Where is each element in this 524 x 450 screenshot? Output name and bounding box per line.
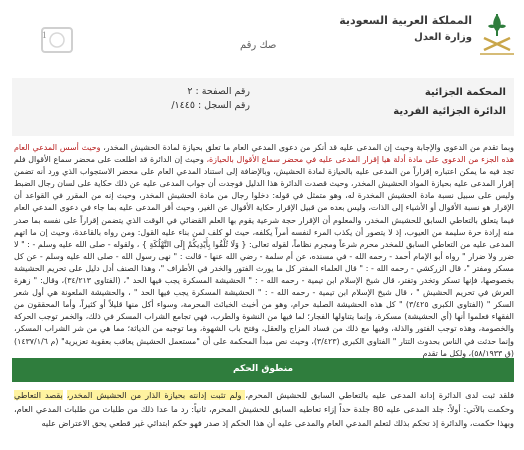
reasoning-line: لمادة الحشيش، وبالإضافة إلى استناد المدعي العام على محضر الاستجواب الذي ورد أنه تضمن إقرار المدعى عليه بحيازة المواد الحشيش المخدر، وحيث قصدت الدائرة هذا الدليل xyxy=(14,167,514,189)
document-header xyxy=(0,0,524,72)
verdict-line: بالتعاطي السابق للحشيش المحرم، xyxy=(245,390,369,400)
verdict-heading: منطوق الحكم xyxy=(232,364,294,374)
reasoning-line: أدل دليل على تحريم الحشيشة بخصوصها، فإنها تسكر وتخدر وتفتر، قال شيخ الإسلام ابن تيمية - رحمه الله - : " الحشيشة المسكرة يجب فيها الحد "، (الفتاوى ٣٤/٢١٣)، وقال: " زهرة xyxy=(14,263,514,286)
verdict-line: العام، وبهذا حكمت، والدائرة إذ تحكم بذلك لتعلم المدعي العام والمدعى عليه أن هذا الحكم إذ صدر فهو حكم ابتدائي غير قطعي يحق الاعتراض عليه xyxy=(14,404,514,428)
reasoning-line: فيما يتعلق بالتعاطي السابق للحشيش المخدر، والمعلوم أن الإقرار حجة شرعية يقوم بها العلم القضائي في الوقت الذي يتضمن إقراراً على نفسه بما صدر منه إرادة حرة سليمة من العيوب، إذ لا يتصور أن xyxy=(14,215,515,237)
ministry-name: وزارة العدل xyxy=(414,32,472,43)
court-name: المحكمة الجزائية xyxy=(424,87,506,98)
hadith-citation: عنها - قالت : " نهى رسول الله - صلى الله عليه وسلم - عن كل مسكر ومفتر "، قال الزركشي - رحمه الله - : " قال العلماء المفتر كل ما يورث الفتور والخدر في الأطراف "، وهذا الصنف xyxy=(14,251,515,273)
faded-logo-watermark xyxy=(12,18,104,62)
verdict-paragraph xyxy=(14,388,514,430)
kingdom-name: المملكة العربية السعودية xyxy=(339,14,472,27)
reasoning-line: أن "مستعمل الحشيش يعاقب بعقوبة تعزيرية" (م ١٤٣٧/١/٦) (ق ٥٨/١٩٣٣)، ولكل ما تقدم xyxy=(14,336,514,358)
reasoning-paragraph xyxy=(14,142,514,360)
quran-citation: تعالى: { وَلَا تُلْقُوا بِأَيْدِيكُمْ إِلَى التَّهْلُكَةِ } ، ولقوله - صلى الله عليه وسلم - : " لا ضرر ولا ضرار " رواه أبو الإمام أحمد - رحمه الله - في مسنده، عن أم سلمة - رضي الله xyxy=(14,239,514,261)
instrument-number-label: صك رقم xyxy=(240,40,277,51)
highlighted-verdict: ولم تثبت إدانته بحيازة الذار من الحشيش المخدر، xyxy=(66,390,246,400)
circuit-name: الدائرة الجزائية الفردية xyxy=(393,106,506,117)
reasoning-line: العرش في تحريم الحشيش " ، قال شيخ الإسلام ابن تيمية - رحمه الله - : " الحشيشة المسكرة يجب فيها الحد " ، والحشيشة الملعونة هي أول شعر السكر " (الفتاوى الكبرى xyxy=(14,288,514,310)
highlighted-reasoning: وحيث أسس المدعي العام هذه الجزء من الدعوى على xyxy=(14,143,514,165)
verdict-line: فلقد ثبت لدى الدائرة إدانة المدعى عليه xyxy=(372,390,515,400)
reasoning-line: والعقل، وفتح باب الشهوة، وما توجبه من الدياثة؛ مما هي من شر الشراب المسكر، وإنما حدثت في الناس بحدوث التتار " الفتاوى الكبرى (٣/٤٢٣)، وحيث نص مبدأ المحكمة على xyxy=(14,324,514,346)
reasoning-line: وبما تقدم من الدعوى والإجابة وحيث إن المدعى عليه قد أنكر من دعوى المدعي العام ما تعلق بحيازة لمادة الحشيش المخدر، xyxy=(103,143,514,152)
reasoning-line: وحيث إن الدائرة قد اطلعت على محضر سماع الأقوال فلم تجد فيه ما يمكن اعتباره إقراراً من المدعى عليه بالحيازة xyxy=(14,155,514,177)
reasoning-line: يكذب المرء لنفسه أمراً يكلفه، حيث لو كلف لمن بناء عليه القول: ومن رواه بالقاعدة، وحيث إن ما اتهم المدعى عليه من التعاطي السابق للمخدر محرم شرعاً ومجرم نظاماً، لقوله xyxy=(14,227,514,249)
highlighted-verdict: بقصد التعاطي xyxy=(14,390,63,400)
verdict-line: وحكمت بالآتي: أولاً: جلد المدعى عليه 80 جلدة حداً إزاء تعاطيه السابق للحشيش المحرم، ثانياً: رد ما عدا ذلك من طلبات من طلبات المدعي xyxy=(35,404,515,414)
register-number: رقم السجل : ١٤٤٥/ xyxy=(171,100,250,111)
reasoning-line: ٣/٤٢٥) " كل هذه الحشيشة الصلبة حرام، وهو من أخبث الخبائث المحرمة، وسواء أكل منها قليلاً أو كثيراً، وأما المحققون من الفقهاء فعلموا أنها (أي الحشيشة) مسكرة، وإنما xyxy=(14,300,514,322)
saudi-emblem-icon xyxy=(476,10,518,58)
logo-number: 1 xyxy=(42,30,47,40)
reasoning-line: فوجدت أن جواب المدعى عليه عن ذلك حكاية على لسان رجال الضبط وليس على سبيل نسبة مادة الحشيش المخدرة له، وهو متمثل في قوله: دخلوا رجال من مادة الحشيش المخدر، وحيث xyxy=(14,179,515,201)
reasoning-line: إنه من المقرر في القواعد أن الإقرار هو نسبة الأقوال أو الأشياء إلى الذات، وليس بعده من قبيل الإقرار حكاية الأقوال عن الغير، وحيث أقر المدعى عليه بما جاء في دعوى المدعي العام xyxy=(14,191,514,213)
verdict-text xyxy=(14,388,514,448)
highlighted-reasoning: مادة أدلة هيا إقرار المدعى عليه في محضر سماع الأقوال بالحيازة، xyxy=(206,155,423,165)
reasoning-line: يتناولها الفجار؛ لما فيها من النشوة والطرب، فهي تجامع الشراب المسكر في ذلك، والخمر توجب الحركة والخصومة، وهذه توجب الفتور والذلة، وفيها مع ذلك من فساد المزاج xyxy=(14,312,514,334)
case-info-box xyxy=(12,78,514,136)
reasoning-text xyxy=(14,142,515,358)
page-number: رقم الصفحة : ٢ xyxy=(187,86,250,97)
verdict-section-bar xyxy=(12,358,514,382)
